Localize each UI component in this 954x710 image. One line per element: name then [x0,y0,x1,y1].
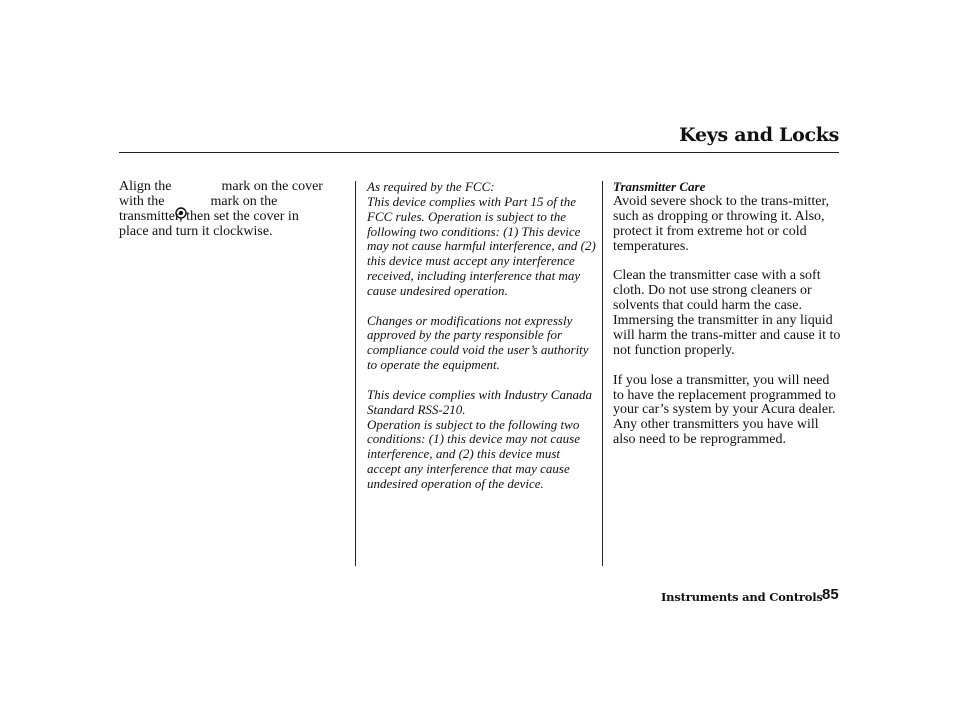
section-label: Instruments and Controls [661,590,823,604]
right-column [613,180,841,463]
left-line-2 [119,195,344,210]
left-line-1-end: mark on the cover [221,179,323,194]
left-line-3: transmitter, then set the cover in [119,208,299,224]
page-title: Keys and Locks [679,124,839,146]
header-rule [119,152,839,153]
left-line-2-end: mark on the [210,193,278,209]
fcc-intro: As required by the FCC: [367,179,495,194]
column-divider-1 [355,181,356,566]
transmitter-care-para-3: If you lose a transmitter, you will need to have the replacement programmed to your car’s system by your Acura dealer. Any other transmitters you have will also need to be reprogrammed. [613,372,836,448]
left-line-4: place and turn it clockwise. [119,223,273,239]
middle-column [367,180,597,507]
operation-conditions: Operation is subject to the following two conditions: (1) this device may not cause interference, and (2) this device must accept any interference that may cause undesired operation of the device. [367,416,580,491]
page-number: 85 [822,586,839,603]
fcc-statement: This device complies with Part 15 of the FCC rules. Operation is subject to the following two conditions: (1) This device may not cause harmful interference, and (2) this device must accept any interference received, including interference that may cause undesired operation. [367,193,596,298]
industry-canada-statement: This device complies with Industry Canada Standard RSS-210. [367,386,592,417]
modification-warning: Changes or modifications not expressly approved by the party responsible for compliance could void the user’s authority to operate the equipment. [367,312,589,373]
column-divider-2 [602,181,603,566]
left-line-1-start: Align the [119,179,172,194]
transmitter-care-heading: Transmitter Care [613,179,706,194]
transmitter-care-para-1: Avoid severe shock to the trans-mitter, such as dropping or throwing it. Also, protect it from extreme hot or cold temperatures. [613,193,830,254]
left-line-2-start: with the [119,193,165,209]
left-column [119,180,344,240]
transmitter-care-para-2: Clean the transmitter case with a soft cloth. Do not use strong cleaners or solvents that could harm the case. Immersing the transmitter in any liquid will harm the trans-mitter and cause it to not function properly. [613,268,841,358]
left-line-1 [119,180,344,195]
